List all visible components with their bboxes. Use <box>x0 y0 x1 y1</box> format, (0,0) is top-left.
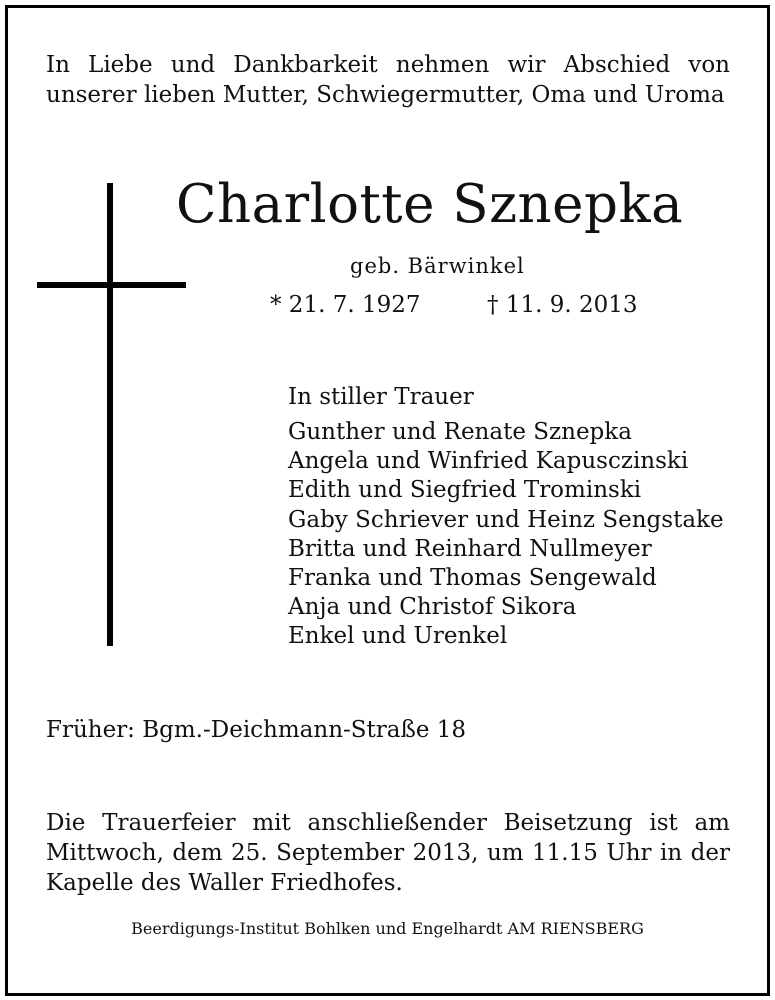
mourner-item: Franka und Thomas Sengewald <box>288 565 657 592</box>
funeral-info <box>46 808 730 898</box>
mourner-item: Britta und Reinhard Nullmeyer <box>288 535 652 562</box>
mourner-item: Angela und Winfried Kapusczinski <box>288 448 689 475</box>
funeral-institute: Beerdigungs-Institut Bohlken und Engelhardt AM RIENSBERG <box>131 919 644 938</box>
mourning-heading: In stiller Trauer <box>288 384 474 410</box>
funeral-line-3: Kapelle des Waller Friedhofes. <box>46 870 403 896</box>
birth-date: * 21. 7. 1927 <box>270 292 421 318</box>
mourners-list <box>288 418 724 652</box>
death-date: † 11. 9. 2013 <box>487 292 638 318</box>
intro-text <box>46 50 730 110</box>
intro-line-1: In Liebe und Dankbarkeit nehmen wir Abschied von <box>46 52 730 78</box>
mourner-item: Gaby Schriever und Heinz Sengstake <box>288 506 724 533</box>
mourner-item: Anja und Christof Sikora <box>288 594 577 621</box>
former-address: Früher: Bgm.-Deichmann-Straße 18 <box>46 717 467 743</box>
mourner-item: Enkel und Urenkel <box>288 623 508 650</box>
cross-icon-vertical <box>107 183 113 646</box>
deceased-name: Charlotte Sznepka <box>176 174 684 235</box>
birth-name: geb. Bärwinkel <box>350 254 525 278</box>
mourner-item: Edith und Siegfried Trominski <box>288 477 642 504</box>
cross-icon-horizontal <box>37 282 186 288</box>
funeral-line-2: Mittwoch, dem 25. September 2013, um 11.15 Uhr in der <box>46 840 730 866</box>
intro-line-2: unserer lieben Mutter, Schwiegermutter, Oma und Uroma <box>46 82 725 108</box>
funeral-line-1: Die Trauerfeier mit anschließender Beisetzung ist am <box>46 810 730 836</box>
mourner-item: Gunther und Renate Sznepka <box>288 419 632 445</box>
